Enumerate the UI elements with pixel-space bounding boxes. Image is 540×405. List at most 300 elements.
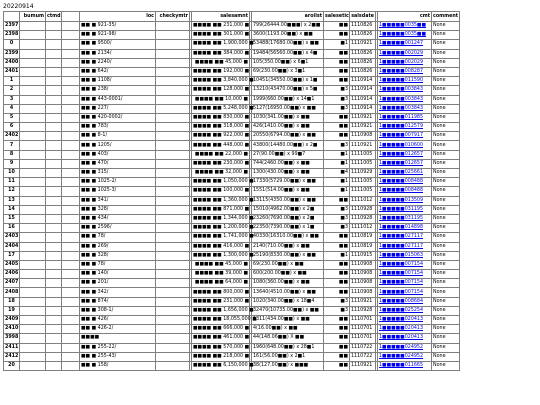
cell-blank [62,316,80,325]
detail-cell: 43800(14480.00■■) x 2■ [252,141,324,150]
type-cell: ■1 [324,40,350,49]
location-cell: ■■ ■ 140/ [80,270,156,279]
location-cell: ■■ ■ 426-2/ [80,325,156,334]
table-row [4,22,460,31]
cell-blank [46,178,62,187]
date-cell: 1110819 [350,233,376,242]
cell-blank [20,214,46,223]
comment-cell: None [432,178,460,187]
type-cell: ■■ [324,343,350,352]
row-id: 0 [4,40,20,49]
date-cell: 1110908 [350,260,376,269]
cell-blank [20,123,46,132]
detail-cell: 53488(17680.00■■) x ■■ [252,40,324,49]
record-link[interactable]: 1■■■■■012657 [378,159,432,168]
cell-blank [156,343,190,352]
detail-cell: 161(56.00■■) x 2■1 [252,352,324,361]
cell-blank [156,196,190,205]
table-row [4,31,460,40]
table-body [4,22,460,371]
cell-blank [62,343,80,352]
amount-cell: ■■■■ ■■ 384,000 ■ [192,49,250,58]
type-cell: ■■ [324,123,350,132]
cell-blank [62,352,80,361]
cell-blank [46,77,62,86]
cell-blank [156,242,190,251]
row-id: 2400 [4,58,20,67]
row-id: 2402 [4,132,20,141]
row-id: 2408 [4,288,20,297]
record-link[interactable]: 1■■■■■0035■■ [378,31,432,40]
amount-cell: ■■■■ ■■ 830,000 ■ [192,113,250,122]
table-row [4,113,460,122]
detail-cell: 23260(7690.00■■) x 2■ [252,214,324,223]
table-row [4,159,460,168]
record-link[interactable]: 1■■■■■002029 [378,49,432,58]
row-id: 2405 [4,260,20,269]
cell-blank [156,77,190,86]
date-cell: 1111012 [350,196,376,205]
column-header: salesetic [324,12,350,22]
cell-blank [46,233,62,242]
row-id: 2 [4,86,20,95]
cell-blank [156,40,190,49]
cell-blank [62,306,80,315]
date-cell: 1110921 [350,361,376,370]
cell-blank [46,67,62,76]
table-row [4,325,460,334]
table-row [4,297,460,306]
table-row [4,150,460,159]
amount-cell: ■■■■ ■■ 922,000 ■ [192,132,250,141]
type-cell: ■■ [324,49,350,58]
type-cell: ■3 [324,297,350,306]
comment-cell: None [432,279,460,288]
cell-blank [62,242,80,251]
record-link[interactable]: 1■■■■■003843 [378,86,432,95]
amount-cell: ■■■■ ■■ 461,000 ■ [192,334,250,343]
record-link[interactable]: 1■■■■■007917 [378,132,432,141]
cell-blank [156,150,190,159]
amount-cell: ■■■■ ■■ 416,000 ■ [192,242,250,251]
cell-blank [46,132,62,141]
record-link[interactable]: 1■■■■■008684 [378,297,432,306]
detail-cell: 19484(56560.00■■) x 4■ [252,49,324,58]
type-cell: ■1 [324,187,350,196]
cell-blank [46,270,62,279]
cell-blank [46,242,62,251]
cell-blank [156,49,190,58]
location-cell: ■■ ■ 255-43/ [80,352,156,361]
cell-blank [20,49,46,58]
date-cell: 1110908 [350,132,376,141]
type-cell: ■■ [324,242,350,251]
cell-blank [62,150,80,159]
amount-cell: ■■■■ ■■ 666,000 ■ [192,325,250,334]
cell-blank [156,297,190,306]
cell-blank [20,141,46,150]
type-cell: ■3 [324,224,350,233]
record-link[interactable]: 1■■■■■010600 [378,141,432,150]
cell-blank [20,224,46,233]
location-cell: ■■ ■ 315/ [80,169,156,178]
comment-cell: None [432,214,460,223]
table-row [4,242,460,251]
cell-blank [156,288,190,297]
cell-blank [46,40,62,49]
date-cell: 1110826 [350,22,376,31]
cell-blank [20,187,46,196]
cell-blank [62,361,80,370]
cell-blank [62,113,80,122]
cell-blank [20,352,46,361]
cell-blank [62,224,80,233]
cell-blank [62,77,80,86]
cell-blank [156,113,190,122]
cell-blank [20,169,46,178]
comment-cell: None [432,205,460,214]
detail-cell: 13115(4350.00■■) x ■■ [252,196,324,205]
record-link[interactable]: 1■■■■■008488 [378,187,432,196]
row-id: 2398 [4,31,20,40]
cell-blank [156,31,190,40]
table-row [4,40,460,49]
cell-blank [20,316,46,325]
detail-cell: 1080(360.00■■) x ■■ [252,279,324,288]
cell-blank [156,104,190,113]
cell-blank [62,196,80,205]
amount-cell: ■■■■ ■■ 231,000 ■ [192,297,250,306]
record-link[interactable]: 1■■■■■003843 [378,95,432,104]
location-cell: ■■ ■ 921-98/ [80,31,156,40]
cell-blank [62,67,80,76]
date-cell: 1110826 [350,67,376,76]
location-cell: ■■ ■ 269/ [80,242,156,251]
date-cell: 1110908 [350,270,376,279]
detail-cell: 20550(6794.00■■) x ■■ [252,132,324,141]
row-id: 20 [4,361,20,370]
comment-cell: None [432,58,460,67]
record-link[interactable]: 1■■■■■020413 [378,334,432,343]
row-id: 18 [4,297,20,306]
cell-blank [20,86,46,95]
cell-blank [46,288,62,297]
column-header [4,12,20,22]
amount-cell: ■■■■ ■■ 1,900,000 ■ [192,40,250,49]
table-row [4,224,460,233]
cell-blank [156,279,190,288]
table-row [4,352,460,361]
column-header: checkymtr [156,12,190,22]
record-link[interactable]: 1■■■■■024952 [378,343,432,352]
location-cell: ■■ ■ 341/ [80,196,156,205]
amount-cell: ■■■■ ■■ 871,000 ■ [192,205,250,214]
cell-blank [46,169,62,178]
type-cell: ■1 [324,159,350,168]
comment-cell: None [432,251,460,260]
comment-cell: None [432,86,460,95]
amount-cell: ■■■■ ■■ 570,000 ■ [192,343,250,352]
date-cell: 1110928 [350,306,376,315]
record-link[interactable]: 1■■■■■025661 [378,169,432,178]
type-cell: ■1 [324,150,350,159]
row-id: 2412 [4,352,20,361]
column-header: cmt [378,12,432,22]
record-link[interactable]: 1■■■■■0035■■ [378,22,432,31]
record-link[interactable]: 1■■■■■008287 [378,67,432,76]
amount-cell: ■■■■ ■■ 318,000 ■ [192,123,250,132]
amount-cell: ■■■■ ■■ 1,344,000 ■ [192,214,250,223]
cell-blank [62,49,80,58]
amount-cell: ■■■■ ■■ 64,000 ■ [192,279,250,288]
date-cell: 1110921 [350,40,376,49]
comment-cell: None [432,159,460,168]
type-cell: ■3 [324,141,350,150]
record-link[interactable]: 1■■■■■011665 [378,361,432,370]
detail-cell: 3600(1193.00■■) x ■■ [252,31,324,40]
cell-blank [46,187,62,196]
cell-blank [20,132,46,141]
type-cell: ■■ [324,288,350,297]
amount-cell: ■■■■ ■■ 1,200,000 ■ [192,224,250,233]
cell-blank [156,334,190,343]
cell-blank [62,178,80,187]
record-link[interactable]: 1■■■■■027117 [378,242,432,251]
column-header: comment [432,12,460,22]
type-cell: ■4 [324,169,350,178]
detail-cell: 40330(16310.00■■) x ■■ [252,233,324,242]
type-cell: ■■ [324,352,350,361]
cell-blank [20,40,46,49]
record-link[interactable]: 1■■■■■024952 [378,352,432,361]
amount-cell: ■■■■ ■■ 192,000 ■ [192,67,250,76]
record-link[interactable]: 1■■■■■014898 [378,224,432,233]
record-link[interactable]: 1■■■■■012579 [378,123,432,132]
record-link[interactable]: 1■■■■■002029 [378,58,432,67]
record-link[interactable]: 1■■■■■008488 [378,178,432,187]
detail-cell: 1999(660.00■■) x 14■1 [252,95,324,104]
detail-cell: 69(230.00■■) x ■■ [252,260,324,269]
record-link[interactable]: 1■■■■■007154 [378,279,432,288]
row-id: 2404 [4,242,20,251]
cell-blank [62,279,80,288]
row-id: 3 [4,95,20,104]
comment-cell: None [432,104,460,113]
cell-blank [156,123,190,132]
type-cell: ■■ [324,260,350,269]
location-cell: ■■ ■ 1025-2/ [80,178,156,187]
detail-cell: 15010(4962.00■■) x 2■ [252,205,324,214]
row-id: 2411 [4,343,20,352]
table-row [4,288,460,297]
comment-cell: None [432,196,460,205]
cell-blank [62,334,80,343]
date-cell: 1110701 [350,316,376,325]
comment-cell: None [432,123,460,132]
table-row [4,141,460,150]
location-cell: ■■ ■ 1108/ [80,77,156,86]
row-id: 19 [4,306,20,315]
record-link[interactable]: 1■■■■■025254 [378,306,432,315]
detail-cell: 38(127.00■■) x ■■■ [252,361,324,370]
amount-cell: ■■■■ ■■ 3,840,000 ■ [192,77,250,86]
cell-blank [62,251,80,260]
record-link[interactable]: 1■■■■■031195 [378,205,432,214]
table-row [4,205,460,214]
type-cell: ■■ [324,279,350,288]
row-id: 2401 [4,67,20,76]
type-cell: ■3 [324,214,350,223]
detail-cell: 744(2460.00■■) x ■■ [252,159,324,168]
detail-cell: 5127(16950.00■■) x ■■ [252,104,324,113]
cell-blank [62,325,80,334]
cell-blank [156,233,190,242]
type-cell: ■■ [324,113,350,122]
cell-blank [46,334,62,343]
cell-blank [20,334,46,343]
cell-blank [156,270,190,279]
cell-blank [20,104,46,113]
date-cell: 1110819 [350,242,376,251]
location-cell: ■■ ■ 420-0002/ [80,113,156,122]
location-cell: ■■ ■ 308-1/ [80,306,156,315]
comment-cell: None [432,22,460,31]
cell-blank [62,260,80,269]
cell-blank [156,159,190,168]
record-link[interactable]: 1■■■■■007154 [378,270,432,279]
cell-blank [156,169,190,178]
date-cell: 1110921 [350,123,376,132]
row-id: 2397 [4,22,20,31]
location-cell: ■■ ■ 78/ [80,233,156,242]
comment-cell: None [432,141,460,150]
location-cell: ■■ ■ 642/ [80,67,156,76]
cell-blank [156,178,190,187]
row-id: 11 [4,178,20,187]
date-cell: 1111005 [350,159,376,168]
cell-blank [46,325,62,334]
record-link[interactable]: 1■■■■■015063 [378,251,432,260]
cell-blank [156,132,190,141]
cell-blank [62,104,80,113]
comment-cell: None [432,113,460,122]
detail-cell: 1030(341.00■■) x ■■ [252,113,324,122]
table-row [4,260,460,269]
cell-blank [62,58,80,67]
date-cell: 1110915 [350,251,376,260]
type-cell: ■1 [324,251,350,260]
date-cell: 1110929 [350,169,376,178]
location-cell: ■■ ■ 227/ [80,104,156,113]
amount-cell: ■■■■ ■■ 45,000 ■ [192,260,250,269]
cell-blank [46,205,62,214]
cell-blank [46,214,62,223]
cell-blank [46,49,62,58]
record-link[interactable]: 1■■■■■007154 [378,260,432,269]
record-link[interactable]: 1■■■■■001247 [378,40,432,49]
column-header [62,12,80,22]
record-link[interactable]: 1■■■■■031195 [378,214,432,223]
table-row [4,178,460,187]
location-cell: ■■ ■ 403/ [80,150,156,159]
record-link[interactable]: 1■■■■■020413 [378,325,432,334]
type-cell: ■■ [324,325,350,334]
record-link[interactable]: 1■■■■■011590 [378,77,432,86]
record-link[interactable]: 1■■■■■012657 [378,150,432,159]
table-row [4,361,460,370]
cell-blank [156,67,190,76]
record-link[interactable]: 1■■■■■027117 [378,233,432,242]
cell-blank [46,22,62,31]
cell-blank [20,297,46,306]
location-cell: ■■ ■ 328/ [80,205,156,214]
detail-cell: 13210(43470.00■■) x 5■ [252,86,324,95]
date-cell: 1110921 [350,113,376,122]
cell-blank [156,316,190,325]
record-link[interactable]: 1■■■■■007154 [378,288,432,297]
comment-cell: None [432,187,460,196]
cell-blank [62,31,80,40]
cell-blank [62,141,80,150]
amount-cell: ■■■■ ■■ 1,050,000 ■ [192,178,250,187]
row-id: 2407 [4,279,20,288]
cell-blank [20,260,46,269]
detail-cell: 2140(710.00■■) x ■■ [252,242,324,251]
comment-cell: None [432,316,460,325]
date-cell: 1110914 [350,95,376,104]
record-link[interactable]: 1■■■■■003843 [378,104,432,113]
table-row [4,279,460,288]
amount-cell: ■■■■ ■■ 22,000 ■ [192,150,250,159]
type-cell: ■■ [324,58,350,67]
record-link[interactable]: 1■■■■■020413 [378,316,432,325]
cell-blank [62,95,80,104]
cell-blank [20,325,46,334]
amount-cell: ■■■■ ■■ 45,000 ■ [192,58,250,67]
cell-blank [20,77,46,86]
detail-cell: 426(1410.00■■) x ■■ [252,123,324,132]
table-caption: 20220914 [3,3,34,10]
table-row [4,132,460,141]
amount-cell: ■■■■ ■■ 230,000 ■ [192,159,250,168]
cell-blank [156,306,190,315]
cell-blank [46,150,62,159]
location-cell: ■■ ■ 201/ [80,279,156,288]
table-row [4,334,460,343]
row-id: 9 [4,159,20,168]
comment-cell: None [432,169,460,178]
cell-blank [62,233,80,242]
detail-cell: 13640(4510.00■■) x ■■ [252,288,324,297]
cell-blank [46,260,62,269]
row-id: 2410 [4,325,20,334]
cell-blank [46,31,62,40]
cell-blank [20,95,46,104]
type-cell: ■■ [324,77,350,86]
row-id: 3998 [4,334,20,343]
amount-cell: ■■■■ ■■ 10,000 ■ [192,95,250,104]
cell-blank [156,58,190,67]
row-id: 13 [4,196,20,205]
cell-blank [20,22,46,31]
cell-blank [156,141,190,150]
amount-cell: ■■■■ ■■ 1,300,000 ■ [192,251,250,260]
record-link[interactable]: 1■■■■■011985 [378,113,432,122]
record-link[interactable]: 1■■■■■013509 [378,196,432,205]
cell-blank [62,40,80,49]
comment-cell: None [432,260,460,269]
amount-cell: ■■■■ ■■ 128,000 ■ [192,86,250,95]
